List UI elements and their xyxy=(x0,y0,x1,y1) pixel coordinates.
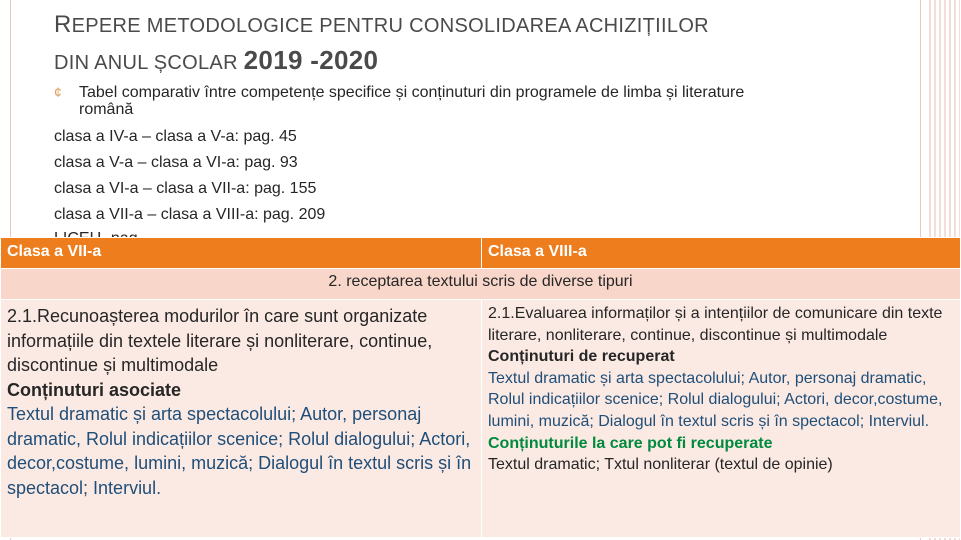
list-item: clasa a VI-a – clasa a VII-a: pag. 155 xyxy=(54,180,317,197)
table-subheader-row xyxy=(1,269,961,300)
title-year: 2019 -2020 xyxy=(243,45,379,75)
right-recoverable-label: Conținuturile la care pot fi recuperate xyxy=(488,434,773,452)
left-content: Textul dramatic și arta spectacolului; Autor, personaj dramatic, Rolul indicațiilor scenice; Rolul dialogului; Actori, decor,costume, lumini, muzică; Dialogul în textul scris și în spectacol; Interviul. xyxy=(7,404,472,498)
title-line2: DIN ANUL ȘCOLAR xyxy=(54,52,238,74)
list-item-liceu xyxy=(54,226,142,237)
right-content-label: Conținuturi de recuperat xyxy=(488,348,675,366)
left-content-label: Conținuturi asociate xyxy=(7,379,182,400)
slide-title xyxy=(54,8,709,80)
left-competence: 2.1.Recunoașterea modurilor în care sunt organizate informațiile din textele literare și nonliterare, continue, discontinue și multimodale xyxy=(7,306,433,375)
comparison-table xyxy=(0,237,961,538)
subheader: 2. receptarea textului scris de diverse tipuri xyxy=(1,269,961,300)
left-cell xyxy=(1,300,482,538)
table-row xyxy=(1,300,961,538)
right-cell xyxy=(482,300,961,538)
title-initial: R xyxy=(54,11,72,38)
right-content: Textul dramatic și arta spectacolului; Autor, personaj dramatic, Rolul indicațiilor scenice; Rolul dialogului; Actori, decor,costume, lumini, muzică; Dialogul în textul scris și în spectacol; Interviul. xyxy=(488,369,943,430)
right-competence: 2.1.Evaluarea informaților și a intențiilor de comunicare din texte literare, nonliterare, continue, discontinue și multimodale xyxy=(488,305,943,344)
header-left: Clasa a VII-a xyxy=(1,238,482,269)
title-line1: EPERE METODOLOGICE PENTRU CONSOLIDAREA ACHIZIȚIILOR xyxy=(71,15,709,37)
list-item: clasa a VII-a – clasa a VIII-a: pag. 209 xyxy=(54,206,326,223)
bullet-text: Tabel comparativ între competențe specifice și conținuturi din programele de limba și literature română xyxy=(79,84,745,118)
table-header-row xyxy=(1,238,961,269)
class-page-list xyxy=(54,124,325,228)
header-right: Clasa a VIII-a xyxy=(482,238,961,269)
bullet-item xyxy=(54,84,774,118)
list-item: clasa a IV-a – clasa a V-a: pag. 45 xyxy=(54,128,297,145)
circle-bullet-icon: ¢ xyxy=(54,84,62,100)
right-recoverable: Textul dramatic; Txtul nonliterar (textul de opinie) xyxy=(488,456,833,474)
list-item: clasa a V-a – clasa a VI-a: pag. 93 xyxy=(54,154,298,171)
